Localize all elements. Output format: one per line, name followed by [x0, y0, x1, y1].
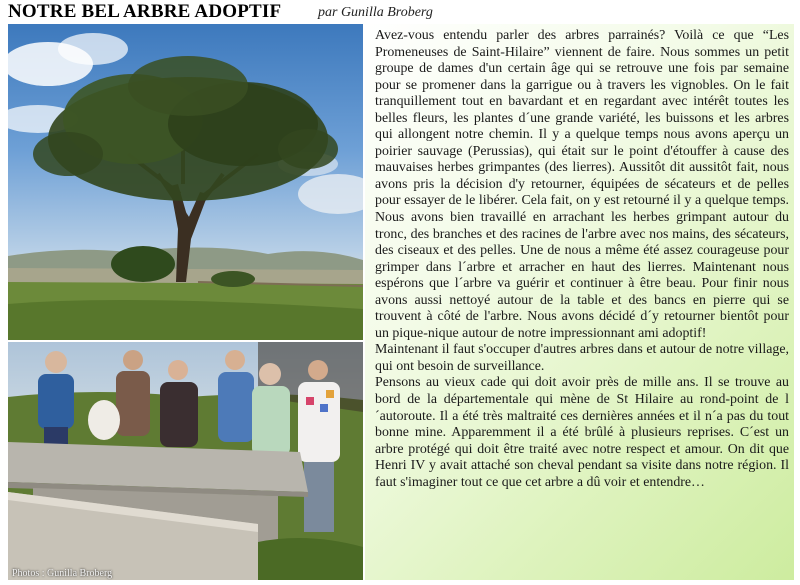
group-photo-illustration — [8, 342, 363, 580]
article-paragraph-3: Pensons au vieux cade qui doit avoir près de mille ans. Il se trouve au bord de la départementale qui mène de St Hilaire au rond-point de l´autoroute. Il a été très maltraité ces dernières années et il n´a pas du tout bonne mine. Apparemment il a été brûlé à plusieurs reprises. C´est un arbre protégé qui doit être traité avec notre respect et amour. On dit que Henri IV y avait attaché son cheval pendant sa visite dans notre région. Il faut s'imaginer tout ce que cet arbre a dû voir et entendre… — [375, 375, 789, 490]
author-byline: par Gunilla Broberg — [318, 5, 433, 20]
tree-photo-illustration — [8, 24, 363, 340]
article-title: NOTRE BEL ARBRE ADOPTIF — [8, 1, 282, 22]
article-paragraph-1: Avez-vous entendu parler des arbres parrainés? Voilà ce que “Les Promeneuses de Saint-Hilaire” viennent de faire. Nous sommes un petit groupe de dames d'un certain âge qui se retrouve une fois par semaine pour se promener dans la garrigue ou à travers les vignobles. On le fait tranquillement tout en bavardant et en regardant avec intérêt toutes les belles fleurs, les plantes d´une grande variété, les buissons et les arbres qui allongent notre chemin. Il y a quelque temps nous avons aperçu un poirier sauvage (Perussias), qui était sur le point d'étouffer à cause des mauvaises herbes grimpantes (des lierres). Aussitôt dit aussitôt fait, nous avons pris la décision d'y retourner, équipées de sécateurs et de pelles pour essayer de le libérer. Cela fait, on y est retourné il y a quelque temps. Nous avons bien travaillé en arrachant les herbes grimpant autour du tronc, des branches et des racines de l'arbre avec nos mains, des sécateurs, des ciseaux et des pelles. Une de nous a même été assez courageuse pour grimper dans l´arbre et arracher en haut des lierres. Maintenant nous espérons que l´arbre va guérir et continuer à être beau. Pour finir nous avons aussi nettoyé autour de la table et des bancs en pierre qui se trouvent à côté de l'arbre. Nous avons décidé d´y retourner bientôt pour un pique-nique autour de notre impressionnant ami adoptif! — [375, 28, 789, 341]
tree-photo — [8, 24, 363, 340]
article-body — [365, 24, 794, 580]
photo-credit: Photos : Gunilla Broberg — [12, 568, 113, 579]
article-paragraph-2: Maintenant il faut s'occuper d'autres arbres dans et autour de notre village, qui ont besoin de surveillance. — [375, 342, 789, 374]
group-photo — [8, 342, 363, 580]
